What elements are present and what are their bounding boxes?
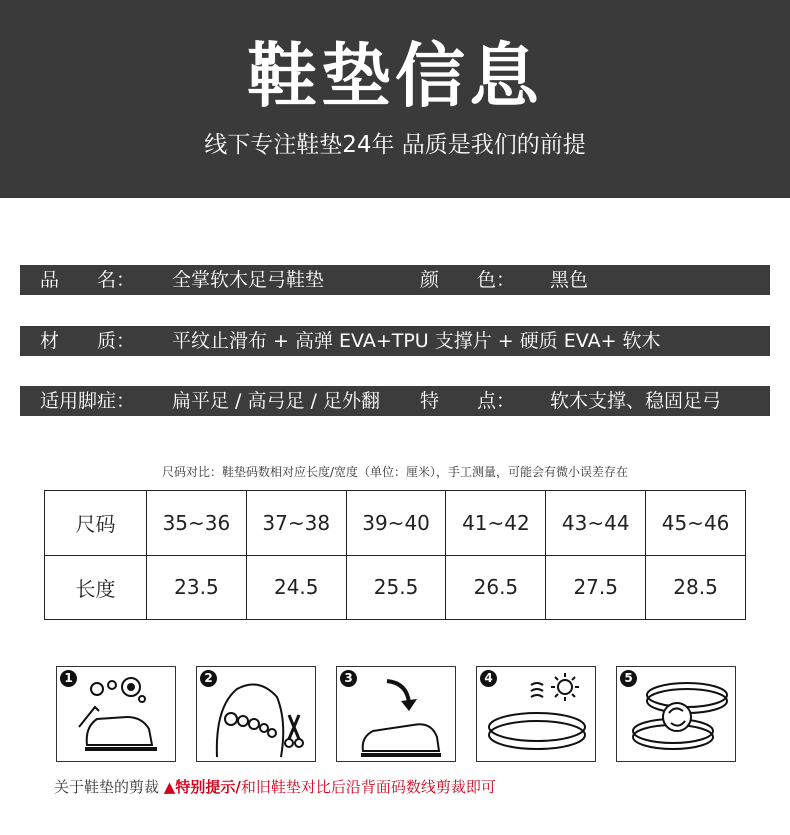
page-subtitle: 线下专注鞋垫24年 品质是我们的前提 bbox=[204, 132, 586, 158]
tip-highlight: 特别提示/ bbox=[175, 778, 241, 796]
color-label: 颜 色： bbox=[420, 269, 516, 291]
feature-label: 特 点： bbox=[420, 390, 516, 412]
material-label: 材 质： bbox=[40, 330, 136, 352]
length-cell: 28.5 bbox=[646, 555, 746, 620]
name-value: 全掌软木足弓鞋垫 bbox=[172, 269, 325, 291]
step-number: 5 bbox=[620, 670, 637, 687]
length-cell: 24.5 bbox=[246, 555, 346, 620]
usage-value: 扁平足 / 高弓足 / 足外翻 bbox=[172, 390, 380, 412]
name-label: 品 名： bbox=[40, 269, 136, 291]
step-number: 3 bbox=[340, 670, 357, 687]
usage-label: 适用脚症： bbox=[40, 390, 136, 412]
length-cell: 25.5 bbox=[346, 555, 446, 620]
color-value: 黑色 bbox=[550, 269, 589, 291]
step-number: 2 bbox=[200, 670, 217, 687]
size-cell: 45~46 bbox=[646, 491, 746, 556]
page-title: 鞋垫信息 bbox=[247, 35, 543, 117]
length-cell: 26.5 bbox=[446, 555, 546, 620]
size-cell: 43~44 bbox=[546, 491, 646, 556]
material-value: 平纹止滑布 + 高弹 EVA+TPU 支撑片 + 硬质 EVA+ 软木 bbox=[172, 330, 661, 352]
info-bar-usage-feature bbox=[20, 386, 770, 416]
step-wash bbox=[56, 666, 176, 762]
size-note: 尺码对比：鞋垫码数相对应长度/宽度（单位：厘米），手工测量，可能会有微小误差存在 bbox=[161, 465, 629, 479]
table-row bbox=[45, 555, 746, 620]
size-table bbox=[44, 490, 746, 620]
warning-icon: ▲ bbox=[163, 778, 176, 796]
length-cell: 27.5 bbox=[546, 555, 646, 620]
step-number: 1 bbox=[60, 670, 77, 687]
step-dry bbox=[476, 666, 596, 762]
tip-text: 和旧鞋垫对比后沿背面码数线剪裁即可 bbox=[240, 778, 496, 796]
info-bar-material bbox=[20, 326, 770, 356]
size-row-label: 尺码 bbox=[45, 491, 147, 556]
care-steps bbox=[0, 666, 790, 766]
size-cell: 35~36 bbox=[147, 491, 247, 556]
table-row bbox=[45, 491, 746, 556]
tip-prefix: 关于鞋垫的剪裁 bbox=[54, 778, 160, 796]
length-row-label: 长度 bbox=[45, 555, 147, 620]
step-trim bbox=[196, 666, 316, 762]
step-number: 4 bbox=[480, 670, 497, 687]
size-cell: 37~38 bbox=[246, 491, 346, 556]
feature-value: 软木支撑、稳固足弓 bbox=[550, 390, 722, 412]
trim-tip bbox=[54, 776, 496, 797]
step-insert bbox=[336, 666, 456, 762]
size-cell: 39~40 bbox=[346, 491, 446, 556]
length-cell: 23.5 bbox=[147, 555, 247, 620]
info-bar-name-color bbox=[20, 265, 770, 295]
size-cell: 41~42 bbox=[446, 491, 546, 556]
step-rotate bbox=[616, 666, 736, 762]
header-banner bbox=[0, 0, 790, 198]
